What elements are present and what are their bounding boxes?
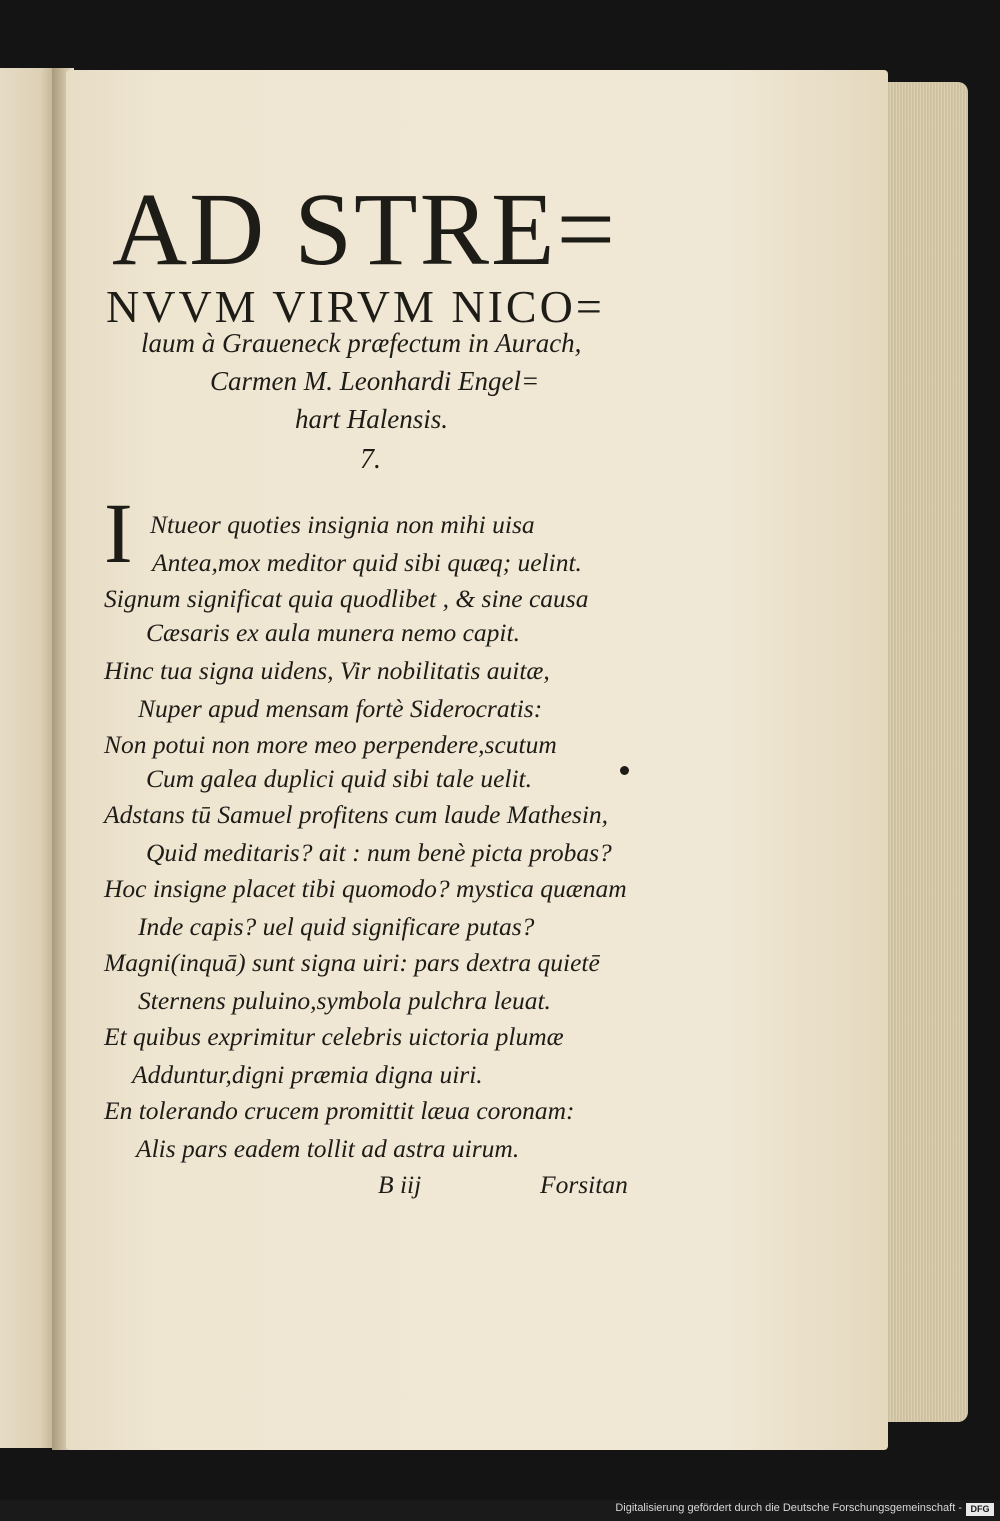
title-line-3: laum à Graueneck præfectum in Aurach, — [141, 328, 582, 358]
title-line-4: Carmen M. Leonhardi Engel= — [210, 366, 540, 396]
verse-line: Alis pars eadem tollit ad astra uirum. — [136, 1134, 520, 1163]
verse-line: Et quibus exprimitur celebris uictoria plumæ — [104, 1022, 564, 1051]
verse-line: Adduntur,digni præmia digna uiri. — [132, 1060, 483, 1089]
verse-line: Signum significat quia quodlibet , & sine causa — [104, 584, 589, 613]
title-line-1: AD STRE= — [112, 172, 618, 287]
title-line-5: hart Halensis. — [295, 404, 449, 434]
dfg-logo: DFG — [966, 1503, 994, 1516]
verse-line: En tolerando crucem promittit læua coronam: — [104, 1096, 575, 1125]
drop-capital: I — [104, 485, 133, 581]
verse-line: Non potui non more meo perpendere,scutum — [104, 730, 557, 759]
verse-line: Sternens puluino,symbola pulchra leuat. — [138, 986, 551, 1015]
catchword: Forsitan — [540, 1170, 628, 1199]
verse-line: Nuper apud mensam fortè Siderocratis: — [138, 694, 543, 723]
title-line-2: NVVM VIRVM NICO= — [106, 281, 605, 332]
verse-line: Ntueor quoties insignia non mihi uisa — [150, 510, 535, 539]
page-fore-edges — [880, 82, 968, 1422]
ink-mark — [620, 766, 629, 775]
verse-line: Inde capis? uel quid significare putas? — [138, 912, 535, 941]
signature-mark: B iij — [378, 1170, 422, 1199]
verse-line: Quid meditaris? ait : num benè picta probas? — [146, 838, 612, 867]
verse-line: Cum galea duplici quid sibi tale uelit. — [146, 764, 533, 793]
verse-line: Cæsaris ex aula munera nemo capit. — [146, 618, 520, 647]
digitization-credit: Digitalisierung gefördert durch die Deutsche Forschungsgemeinschaft - — [615, 1502, 962, 1514]
section-number: 7. — [360, 444, 381, 475]
verse-line: Magni(inquā) sunt signa uiri: pars dextra quietē — [104, 948, 600, 977]
verse-line: Antea,mox meditor quid sibi quæq; uelint. — [152, 548, 582, 577]
left-page-edge — [0, 68, 58, 1448]
verse-line: Hoc insigne placet tibi quomodo? mystica quænam — [104, 874, 627, 903]
verse-line: Adstans tū Samuel profitens cum laude Mathesin, — [104, 800, 609, 829]
verse-line: Hinc tua signa uidens, Vir nobilitatis auitæ, — [104, 656, 550, 685]
